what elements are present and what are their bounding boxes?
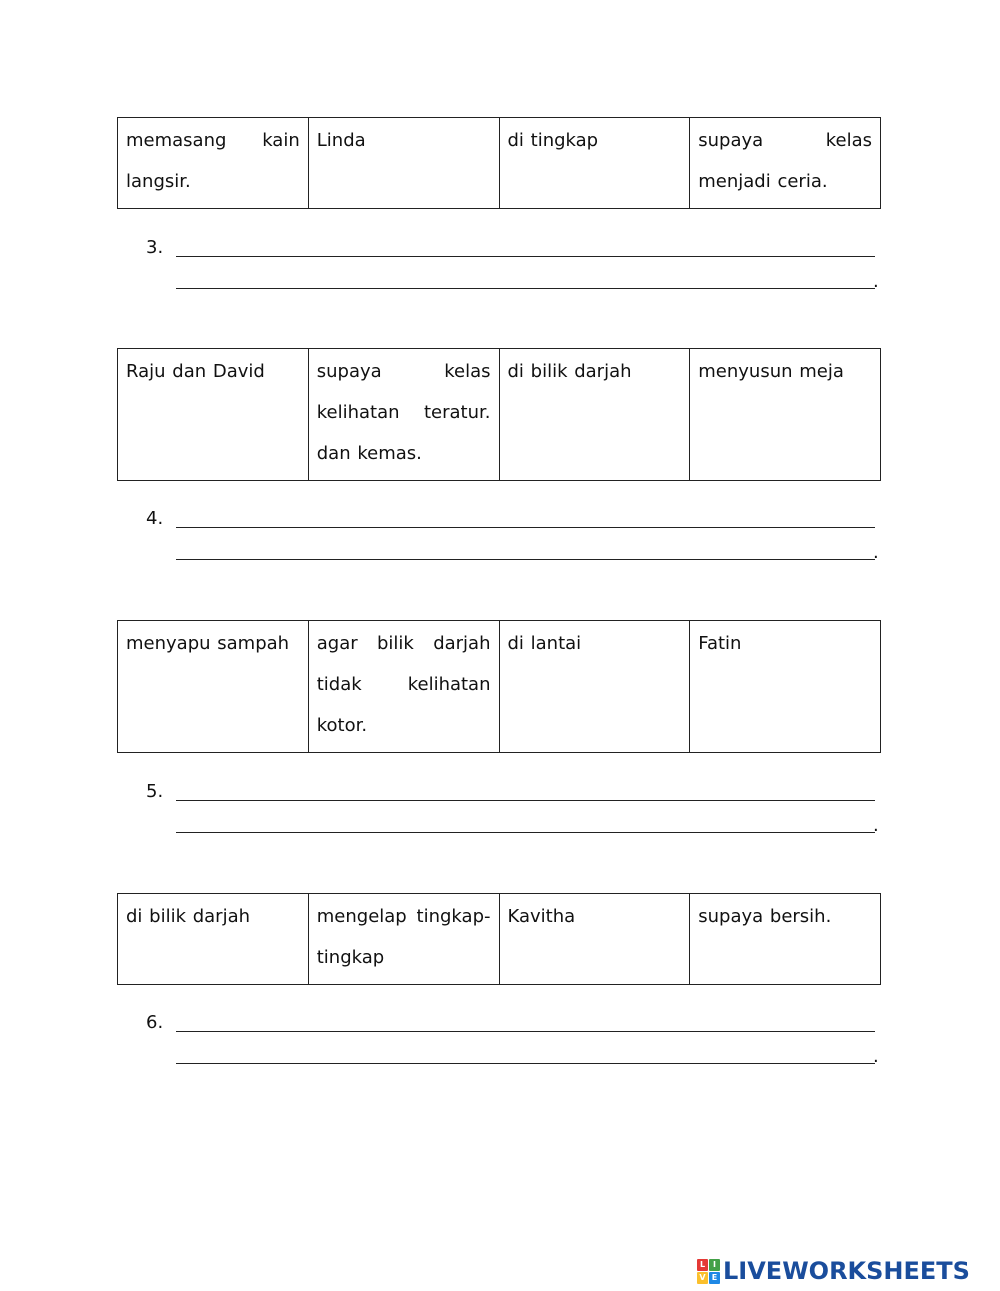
answer-line[interactable]: [176, 559, 875, 560]
answer-line[interactable]: [176, 256, 875, 257]
phrase-cell: Raju dan David: [118, 349, 309, 481]
logo-letter: V: [697, 1272, 708, 1284]
phrase-cell: di lantai: [499, 621, 690, 753]
line-end-period: .: [873, 1046, 879, 1067]
phrase-cell: Linda: [308, 118, 499, 209]
phrase-cell: di bilik darjah: [118, 894, 309, 985]
phrase-cell: menyapu sampah: [118, 621, 309, 753]
logo-mark-icon: [697, 1259, 720, 1284]
question-number: 4.: [146, 508, 164, 529]
phrase-cell: di bilik darjah: [499, 349, 690, 481]
answer-line[interactable]: [176, 527, 875, 528]
phrase-cell: Kavitha: [499, 894, 690, 985]
phrase-cell: menyusun meja: [690, 349, 881, 481]
phrase-cell: agar bilik darjah tidak kelihatan kotor.: [308, 621, 499, 753]
sentence-table-2: [117, 348, 881, 481]
phrase-cell: memasang kain langsir.: [118, 118, 309, 209]
sentence-table-4: [117, 893, 881, 985]
phrase-cell: supaya bersih.: [690, 894, 881, 985]
phrase-cell: mengelap tingkap-tingkap: [308, 894, 499, 985]
answer-line[interactable]: [176, 1063, 875, 1064]
answer-line[interactable]: [176, 288, 875, 289]
sentence-table-1: [117, 117, 881, 209]
line-end-period: .: [873, 542, 879, 563]
line-end-period: .: [873, 271, 879, 292]
logo-letter: E: [709, 1272, 720, 1284]
answer-line[interactable]: [176, 1031, 875, 1032]
answer-line[interactable]: [176, 832, 875, 833]
phrase-cell: Fatin: [690, 621, 881, 753]
question-number: 5.: [146, 781, 164, 802]
liveworksheets-logo: [697, 1258, 970, 1284]
logo-letter: I: [709, 1259, 720, 1271]
phrase-cell: supaya kelas kelihatan teratur. dan kemas.: [308, 349, 499, 481]
logo-letter: L: [697, 1259, 708, 1271]
answer-line[interactable]: [176, 800, 875, 801]
line-end-period: .: [873, 815, 879, 836]
question-number: 3.: [146, 237, 164, 258]
logo-text: LIVEWORKSHEETS: [723, 1257, 970, 1285]
question-number: 6.: [146, 1012, 164, 1033]
phrase-cell: supaya kelas menjadi ceria.: [690, 118, 881, 209]
phrase-cell: di tingkap: [499, 118, 690, 209]
sentence-table-3: [117, 620, 881, 753]
